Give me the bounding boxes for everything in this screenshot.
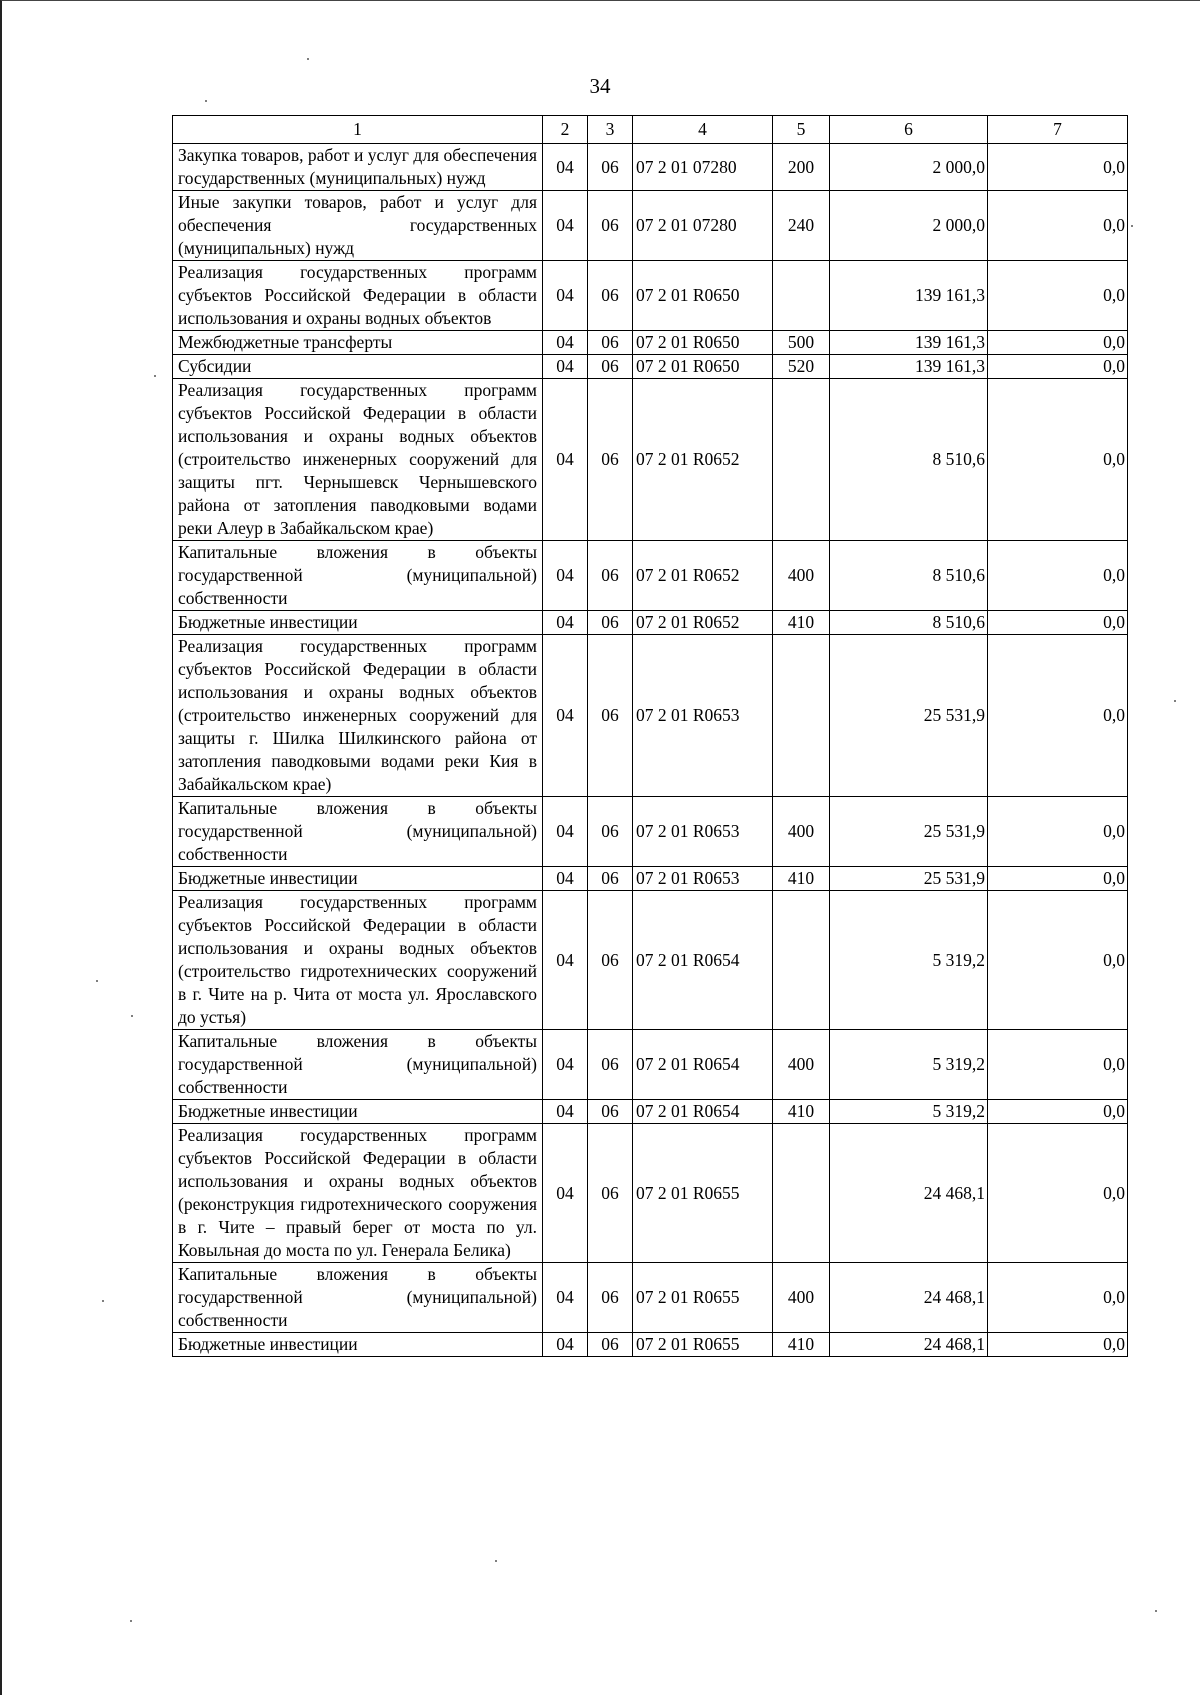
expense-type-code: 240 xyxy=(773,191,830,261)
budget-item-name: Реализация государственных программ субъектов Российской Федерации в области использования и охраны водных объектов (строительство гидротехнических сооружений в г. Чите на р. Чита от моста ул. Ярославского до устья) xyxy=(173,891,543,1030)
amount-col-7: 0,0 xyxy=(988,261,1128,331)
table-row xyxy=(173,891,1128,1030)
amount-col-6: 24 468,1 xyxy=(830,1263,988,1333)
header-col-4: 4 xyxy=(633,116,773,144)
section-code: 04 xyxy=(543,191,588,261)
target-article-code: 07 2 01 07280 xyxy=(633,144,773,191)
scan-speck xyxy=(205,100,207,102)
subsection-code: 06 xyxy=(588,355,633,379)
subsection-code: 06 xyxy=(588,331,633,355)
expense-type-code xyxy=(773,1124,830,1263)
table-row xyxy=(173,1030,1128,1100)
section-code: 04 xyxy=(543,1100,588,1124)
target-article-code: 07 2 01 R0654 xyxy=(633,1030,773,1100)
page-number: 34 xyxy=(589,74,611,98)
subsection-code: 06 xyxy=(588,1333,633,1357)
amount-col-6: 8 510,6 xyxy=(830,541,988,611)
budget-item-name: Реализация государственных программ субъектов Российской Федерации в области использования и охраны водных объектов (реконструкция гидротехнического сооружения в г. Чите – правый берег от моста по ул. Ковыльная до моста по ул. Генерала Белика) xyxy=(173,1124,543,1263)
expense-type-code xyxy=(773,379,830,541)
table-row xyxy=(173,191,1128,261)
amount-col-6: 2 000,0 xyxy=(830,144,988,191)
header-col-3: 3 xyxy=(588,116,633,144)
target-article-code: 07 2 01 R0653 xyxy=(633,635,773,797)
subsection-code: 06 xyxy=(588,891,633,1030)
section-code: 04 xyxy=(543,541,588,611)
expense-type-code: 410 xyxy=(773,867,830,891)
target-article-code: 07 2 01 R0652 xyxy=(633,541,773,611)
table-row xyxy=(173,261,1128,331)
header-col-6: 6 xyxy=(830,116,988,144)
amount-col-7: 0,0 xyxy=(988,144,1128,191)
amount-col-6: 139 161,3 xyxy=(830,355,988,379)
amount-col-6: 139 161,3 xyxy=(830,331,988,355)
subsection-code: 06 xyxy=(588,611,633,635)
subsection-code: 06 xyxy=(588,797,633,867)
target-article-code: 07 2 01 R0654 xyxy=(633,891,773,1030)
amount-col-7: 0,0 xyxy=(988,635,1128,797)
subsection-code: 06 xyxy=(588,541,633,611)
amount-col-6: 25 531,9 xyxy=(830,867,988,891)
budget-item-name: Закупка товаров, работ и услуг для обеспечения государственных (муниципальных) нужд xyxy=(173,144,543,191)
table-body xyxy=(173,144,1128,1357)
header-col-1: 1 xyxy=(173,116,543,144)
amount-col-7: 0,0 xyxy=(988,331,1128,355)
table-row xyxy=(173,1100,1128,1124)
scan-speck xyxy=(1155,1610,1157,1612)
header-col-7: 7 xyxy=(988,116,1128,144)
target-article-code: 07 2 01 R0652 xyxy=(633,611,773,635)
amount-col-6: 8 510,6 xyxy=(830,611,988,635)
section-code: 04 xyxy=(543,867,588,891)
amount-col-7: 0,0 xyxy=(988,541,1128,611)
expense-type-code: 400 xyxy=(773,1030,830,1100)
amount-col-6: 139 161,3 xyxy=(830,261,988,331)
budget-item-name: Капитальные вложения в объекты государственной (муниципальной) собственности xyxy=(173,797,543,867)
amount-col-6: 5 319,2 xyxy=(830,1030,988,1100)
amount-col-7: 0,0 xyxy=(988,1124,1128,1263)
budget-item-name: Капитальные вложения в объекты государственной (муниципальной) собственности xyxy=(173,1030,543,1100)
budget-item-name: Субсидии xyxy=(173,355,543,379)
budget-item-name: Реализация государственных программ субъектов Российской Федерации в области использования и охраны водных объектов (строительство инженерных сооружений для защиты г. Шилка Шилкинского района от затопления паводковыми водами реки Кия в Забайкальском крае) xyxy=(173,635,543,797)
amount-col-6: 25 531,9 xyxy=(830,797,988,867)
subsection-code: 06 xyxy=(588,635,633,797)
subsection-code: 06 xyxy=(588,1030,633,1100)
section-code: 04 xyxy=(543,261,588,331)
section-code: 04 xyxy=(543,1124,588,1263)
header-col-2: 2 xyxy=(543,116,588,144)
table-row xyxy=(173,1263,1128,1333)
amount-col-7: 0,0 xyxy=(988,1263,1128,1333)
table-row xyxy=(173,611,1128,635)
table-row xyxy=(173,867,1128,891)
expense-type-code: 410 xyxy=(773,1100,830,1124)
amount-col-6: 24 468,1 xyxy=(830,1124,988,1263)
target-article-code: 07 2 01 R0650 xyxy=(633,261,773,331)
expense-type-code: 500 xyxy=(773,331,830,355)
table-row xyxy=(173,797,1128,867)
amount-col-7: 0,0 xyxy=(988,191,1128,261)
amount-col-7: 0,0 xyxy=(988,1030,1128,1100)
target-article-code: 07 2 01 R0650 xyxy=(633,331,773,355)
expense-type-code: 410 xyxy=(773,611,830,635)
section-code: 04 xyxy=(543,1333,588,1357)
table-row xyxy=(173,1333,1128,1357)
scan-speck xyxy=(96,980,98,982)
table-row xyxy=(173,331,1128,355)
target-article-code: 07 2 01 R0655 xyxy=(633,1263,773,1333)
target-article-code: 07 2 01 R0654 xyxy=(633,1100,773,1124)
budget-item-name: Капитальные вложения в объекты государственной (муниципальной) собственности xyxy=(173,541,543,611)
table-row xyxy=(173,541,1128,611)
section-code: 04 xyxy=(543,797,588,867)
subsection-code: 06 xyxy=(588,191,633,261)
table-row xyxy=(173,379,1128,541)
scan-speck xyxy=(154,375,156,377)
section-code: 04 xyxy=(543,355,588,379)
table-row xyxy=(173,1124,1128,1263)
subsection-code: 06 xyxy=(588,867,633,891)
budget-item-name: Иные закупки товаров, работ и услуг для обеспечения государственных (муниципальных) нужд xyxy=(173,191,543,261)
target-article-code: 07 2 01 R0653 xyxy=(633,867,773,891)
header-col-5: 5 xyxy=(773,116,830,144)
budget-item-name: Бюджетные инвестиции xyxy=(173,1100,543,1124)
table-header xyxy=(173,116,1128,144)
subsection-code: 06 xyxy=(588,261,633,331)
table-row xyxy=(173,635,1128,797)
section-code: 04 xyxy=(543,1030,588,1100)
section-code: 04 xyxy=(543,891,588,1030)
scan-speck xyxy=(495,1560,497,1562)
section-code: 04 xyxy=(543,1263,588,1333)
amount-col-7: 0,0 xyxy=(988,867,1128,891)
budget-item-name: Бюджетные инвестиции xyxy=(173,611,543,635)
target-article-code: 07 2 01 07280 xyxy=(633,191,773,261)
expense-type-code: 410 xyxy=(773,1333,830,1357)
target-article-code: 07 2 01 R0652 xyxy=(633,379,773,541)
amount-col-7: 0,0 xyxy=(988,611,1128,635)
scan-speck xyxy=(130,1620,132,1622)
scan-speck xyxy=(1131,225,1133,227)
amount-col-7: 0,0 xyxy=(988,355,1128,379)
table-row xyxy=(173,144,1128,191)
section-code: 04 xyxy=(543,331,588,355)
budget-item-name: Бюджетные инвестиции xyxy=(173,1333,543,1357)
budget-item-name: Реализация государственных программ субъектов Российской Федерации в области использования и охраны водных объектов xyxy=(173,261,543,331)
amount-col-6: 2 000,0 xyxy=(830,191,988,261)
amount-col-7: 0,0 xyxy=(988,379,1128,541)
amount-col-6: 24 468,1 xyxy=(830,1333,988,1357)
subsection-code: 06 xyxy=(588,1263,633,1333)
target-article-code: 07 2 01 R0655 xyxy=(633,1333,773,1357)
budget-item-name: Бюджетные инвестиции xyxy=(173,867,543,891)
subsection-code: 06 xyxy=(588,144,633,191)
budget-item-name: Межбюджетные трансферты xyxy=(173,331,543,355)
amount-col-7: 0,0 xyxy=(988,1333,1128,1357)
section-code: 04 xyxy=(543,611,588,635)
amount-col-6: 5 319,2 xyxy=(830,1100,988,1124)
amount-col-7: 0,0 xyxy=(988,891,1128,1030)
subsection-code: 06 xyxy=(588,1100,633,1124)
amount-col-7: 0,0 xyxy=(988,797,1128,867)
subsection-code: 06 xyxy=(588,1124,633,1263)
amount-col-7: 0,0 xyxy=(988,1100,1128,1124)
expense-type-code: 400 xyxy=(773,541,830,611)
amount-col-6: 8 510,6 xyxy=(830,379,988,541)
scan-speck xyxy=(102,1300,104,1302)
scan-speck xyxy=(307,58,309,60)
section-code: 04 xyxy=(543,635,588,797)
target-article-code: 07 2 01 R0655 xyxy=(633,1124,773,1263)
expense-type-code xyxy=(773,635,830,797)
expense-type-code: 400 xyxy=(773,797,830,867)
budget-table xyxy=(172,115,1128,1357)
expense-type-code: 400 xyxy=(773,1263,830,1333)
scan-speck xyxy=(1174,700,1176,702)
budget-item-name: Реализация государственных программ субъектов Российской Федерации в области использования и охраны водных объектов (строительство инженерных сооружений для защиты пгт. Чернышевск Чернышевского района от затопления паводковыми водами реки Алеур в Забайкальском крае) xyxy=(173,379,543,541)
subsection-code: 06 xyxy=(588,379,633,541)
target-article-code: 07 2 01 R0650 xyxy=(633,355,773,379)
expense-type-code xyxy=(773,261,830,331)
amount-col-6: 5 319,2 xyxy=(830,891,988,1030)
amount-col-6: 25 531,9 xyxy=(830,635,988,797)
target-article-code: 07 2 01 R0653 xyxy=(633,797,773,867)
header-row xyxy=(173,116,1128,144)
budget-item-name: Капитальные вложения в объекты государственной (муниципальной) собственности xyxy=(173,1263,543,1333)
expense-type-code: 520 xyxy=(773,355,830,379)
section-code: 04 xyxy=(543,379,588,541)
expense-type-code xyxy=(773,891,830,1030)
scan-speck xyxy=(131,1015,133,1017)
expense-type-code: 200 xyxy=(773,144,830,191)
section-code: 04 xyxy=(543,144,588,191)
table-row xyxy=(173,355,1128,379)
